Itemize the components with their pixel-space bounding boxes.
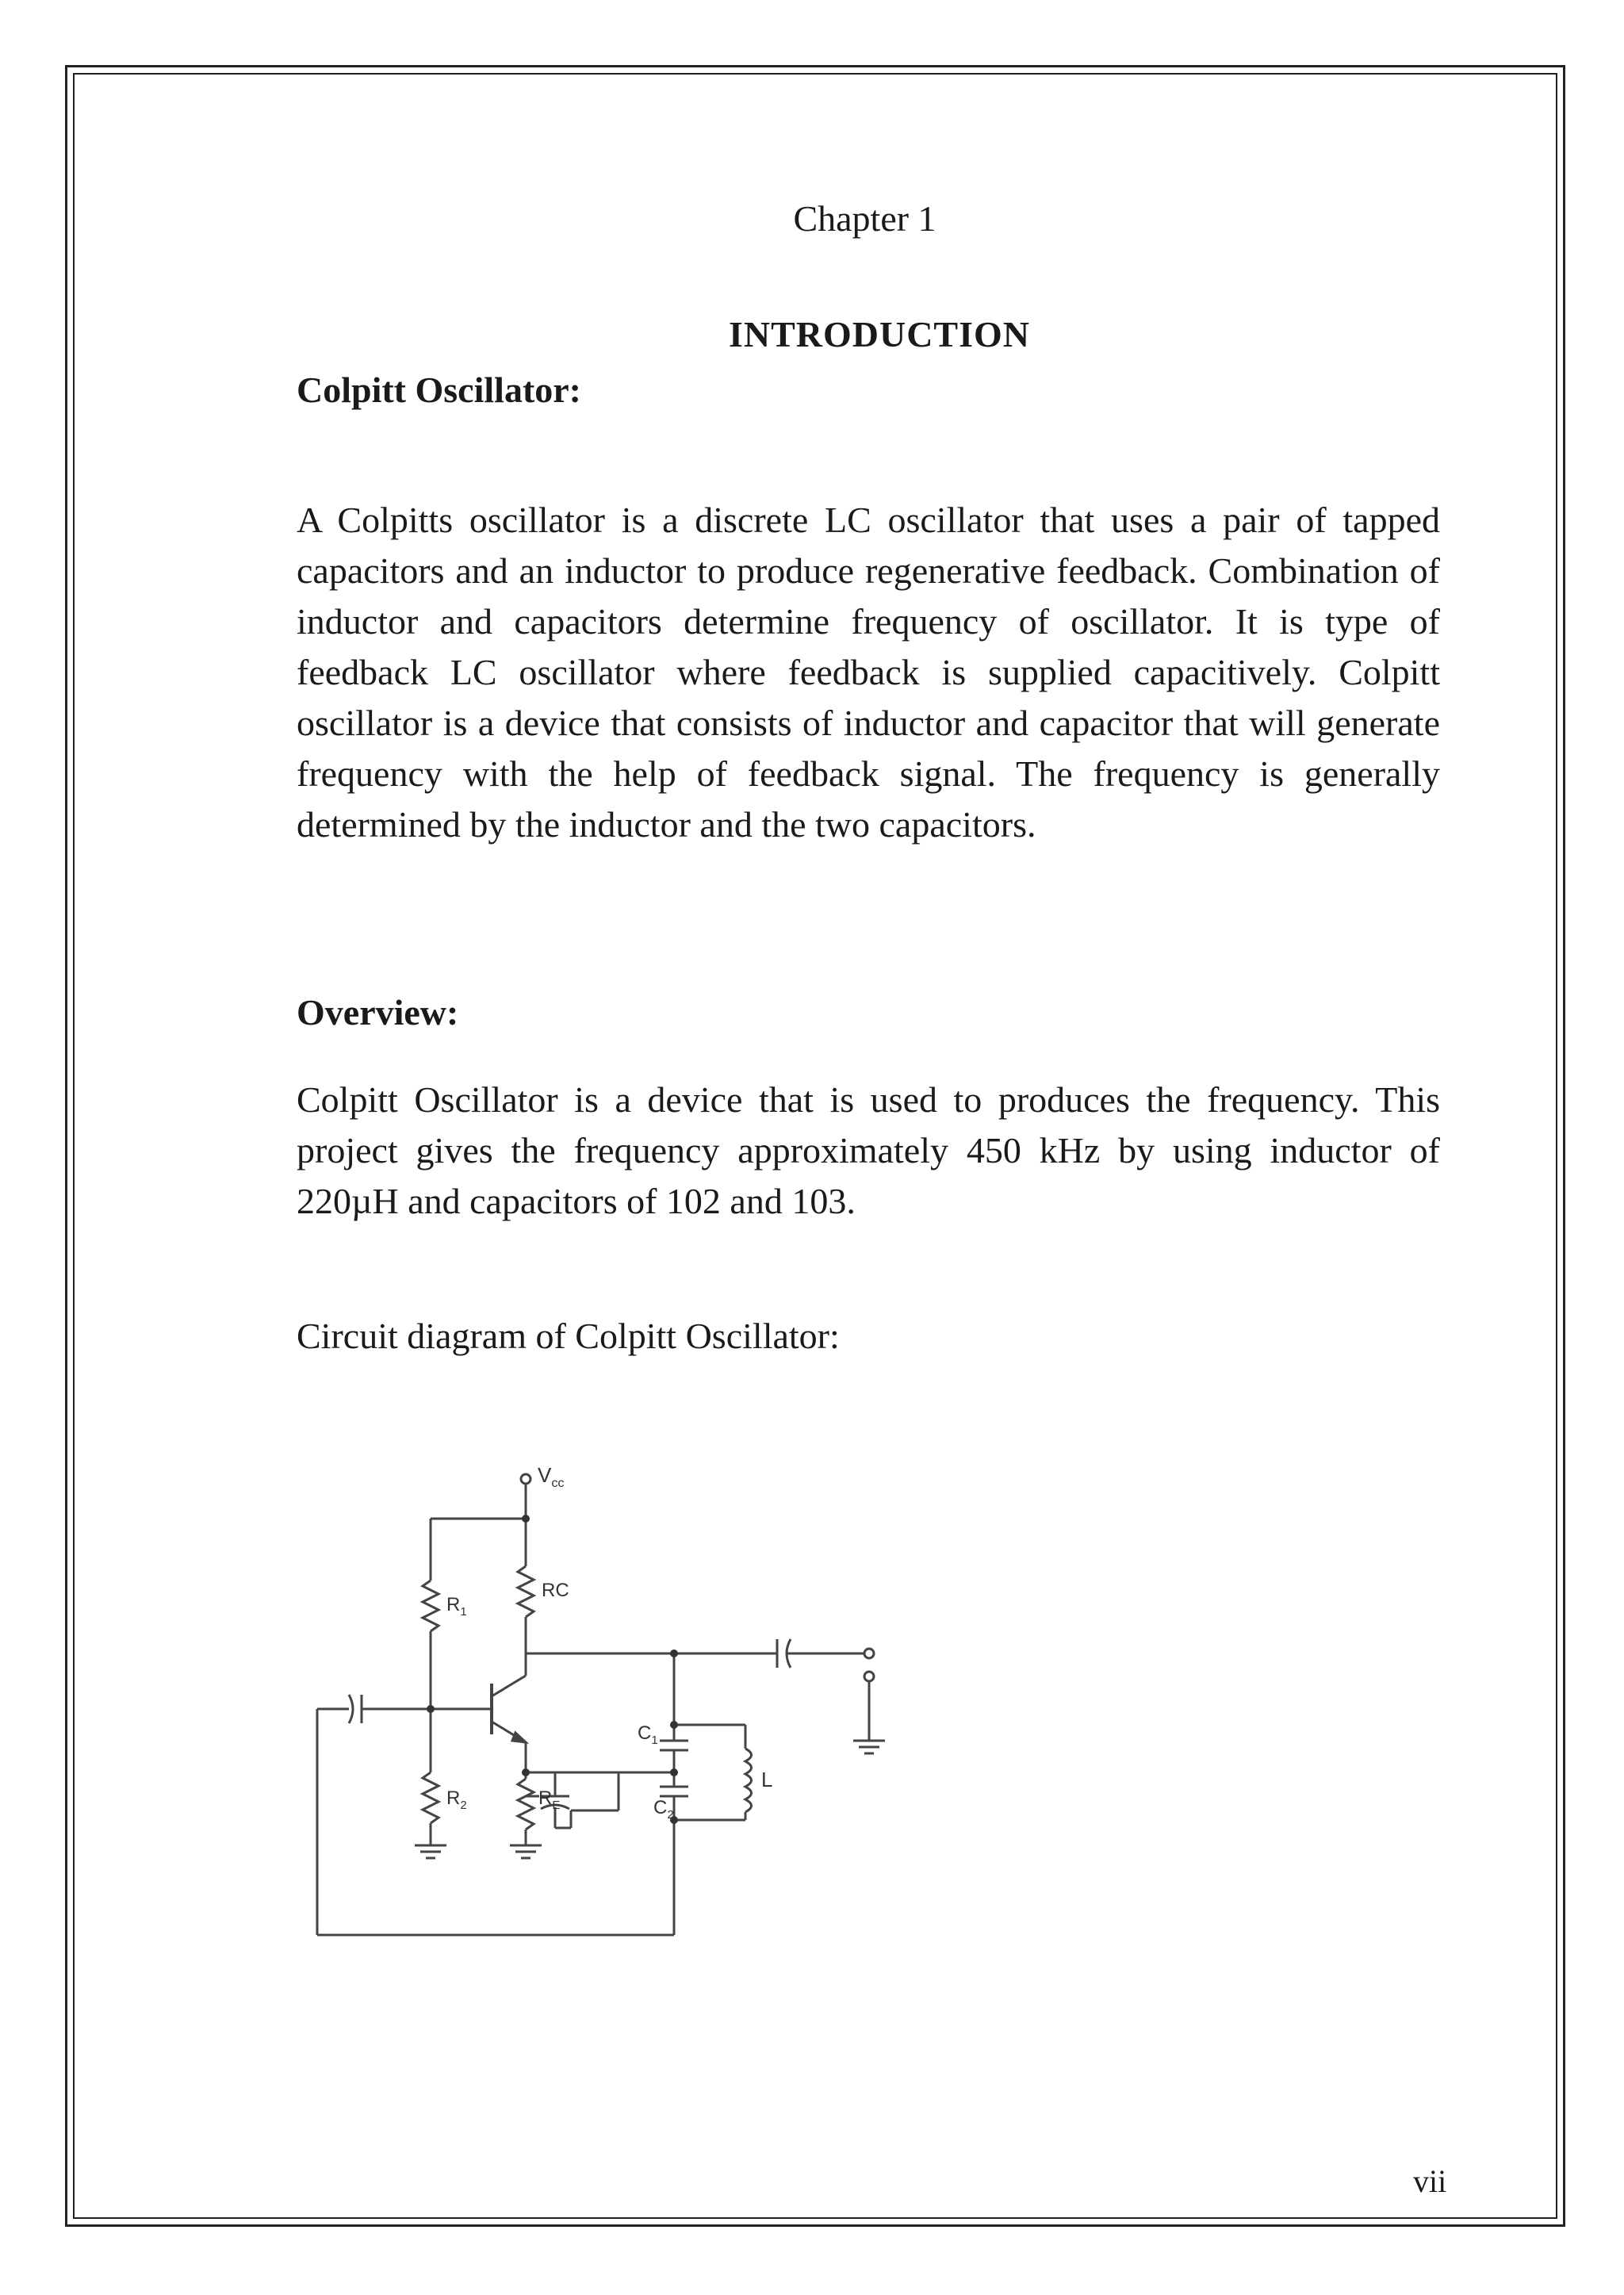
label-re: $R_E$ [538, 1787, 561, 1812]
resistor-re [518, 1779, 534, 1829]
output-terminal [864, 1649, 874, 1658]
resistor-rc [518, 1566, 534, 1617]
section-heading-colpitt: Colpitt Oscillator: [297, 370, 581, 410]
label-c2: $C_2$ [653, 1797, 674, 1822]
label-vcc: $V_{cc}$ [538, 1463, 565, 1490]
label-c1: $C_1$ [638, 1722, 658, 1747]
page-number: vii [1413, 2163, 1447, 2199]
label-r2: $R_2$ [446, 1787, 467, 1812]
label-rc: RC [542, 1580, 569, 1601]
input-capacitor-plate-a [349, 1695, 353, 1723]
chapter-title: INTRODUCTION [728, 314, 1031, 354]
resistor-r1 [423, 1580, 439, 1631]
circuit-diagram [301, 1455, 920, 1947]
inductor-l [745, 1749, 752, 1812]
resistor-r2 [423, 1772, 439, 1823]
section-heading-overview: Overview: [297, 992, 459, 1033]
vcc-terminal [521, 1474, 530, 1484]
paragraph-colpitt: A Colpitts oscillator is a discrete LC oscillator that uses a pair of tapped capacitors and an inductor to produce regenerative feedback. Combination of inductor and capacitors determine frequency of oscillator. It is type of feedback LC oscillator where feedback is supplied capacitively. Colpitt oscillator is a device that consists of inductor and capacitor that will generate frequency with the help of feedback signal. The frequency is generally determined by the inductor and the two capacitors. [297, 500, 1440, 845]
figure-caption: Circuit diagram of Colpitt Oscillator: [297, 1316, 840, 1356]
paragraph-overview: Colpitt Oscillator is a device that is used to produces the frequency. This project gives the frequency approximately 450 kHz by using inductor of 220µH and capacitors of 102 and 103. [297, 1079, 1440, 1221]
label-r1: $R_1$ [446, 1594, 467, 1619]
label-l: L [761, 1768, 773, 1791]
chapter-label: Chapter 1 [793, 198, 936, 239]
